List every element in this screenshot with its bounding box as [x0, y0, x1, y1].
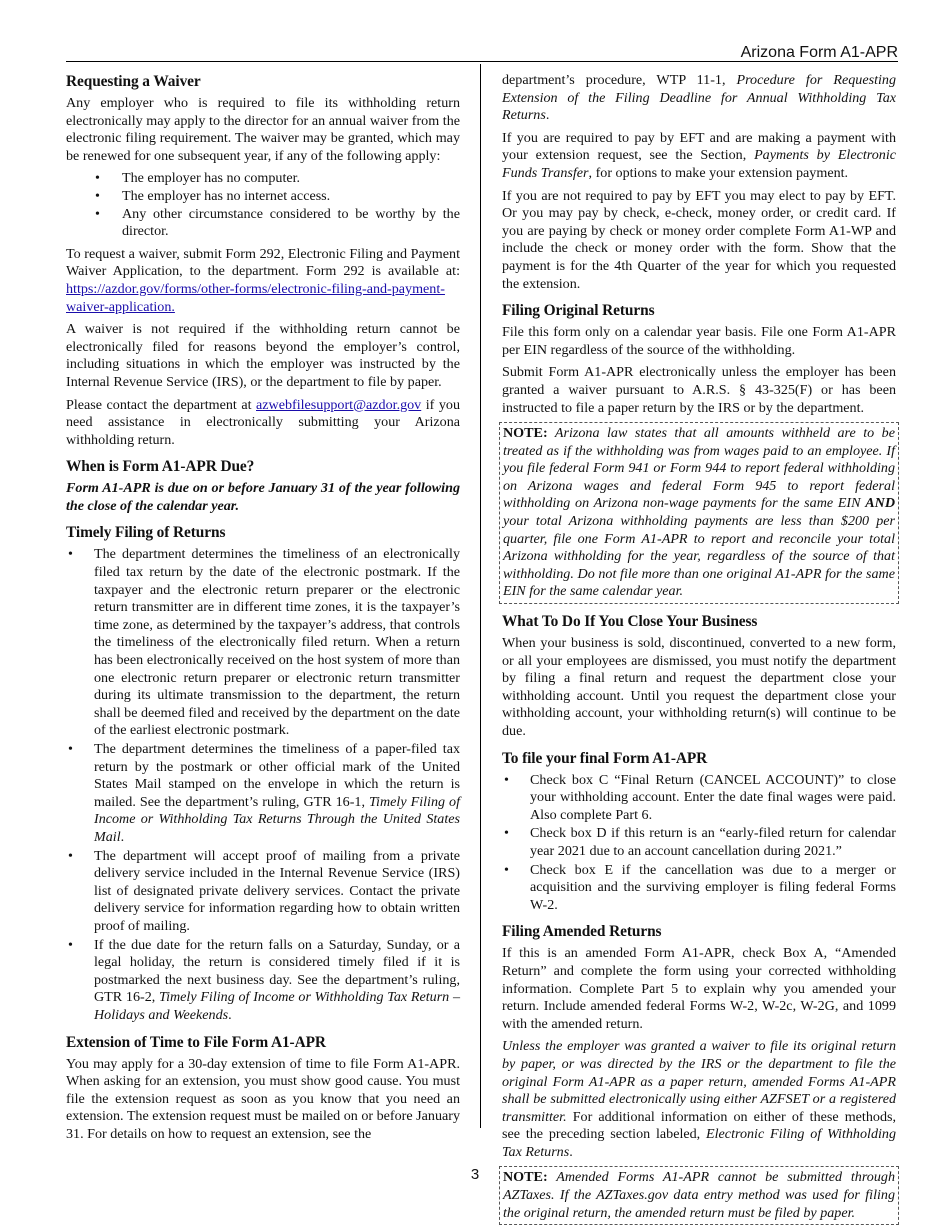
support-email-link[interactable]: azwebfilesupport@azdor.gov	[256, 396, 422, 413]
amended-p2-italic: Unless the employer was granted a waiver to file its original return by paper, or was directed by the IRS or the department to file the original Form A1-APR as a paper return, amended Forms A1-APR shall be submitted electronically using either AZFSET or a registered transmitter.	[502, 1038, 896, 1125]
extension-text: You may apply for a 30-day extension of time to file Form A1-APR. When asking for an extension, you must show good cause. You must file the extension request as soon as you know that you need an extension. The extension request must be mailed on or before January 31. For details on how to request an extension, see the	[66, 1055, 460, 1142]
note-text-end: your total Arizona withholding payments are less than $200 per quarter, file one Form A1-APR to report and reconcile your total Arizona withholding for the year, regardless of the source of that withholding. Do not file more than one original A1-APR for the same EIN for the same calendar year.	[503, 513, 895, 600]
note-box-withholding	[499, 422, 899, 604]
contact-text-end: if you need assistance in electronically submitting your Arizona withholding return.	[66, 396, 460, 448]
note-label: NOTE:	[503, 425, 548, 442]
period: .	[569, 1143, 573, 1160]
list-item: • The department determines the timeliness of an electronically filed tax return by the date of the electronic postmark. If the taxpayer and the electronic return preparer or the electronic return transmitter are in different time zones, it is the taxpayer’s time zone, as determined by the taxpayer’s address, that controls the timeliness of the electronically filed return. When a return has been electronically received on the host system of more than one electronic return preparer or electronic return transmitter during its ultimate transmission to the department, the return shall be deemed filed and received by the department on the date of the earliest electronic postmark.	[66, 546, 460, 740]
list-item: • Any other circumstance considered to be worthy by the director.	[66, 206, 460, 241]
list-item	[66, 741, 460, 847]
page-number: 3	[470, 1166, 480, 1183]
gtr-16-1-title: Timely Filing of Income or Withholding Tax Returns Through the United States Mail	[94, 793, 460, 845]
close-heading: What To Do If You Close Your Business	[502, 613, 758, 631]
period: .	[228, 1006, 232, 1023]
ext-cont-text: department’s procedure, WTP 11-1,	[502, 72, 737, 88]
original-p2: Submit Form A1-APR electronically unless the employer has been granted a waiver pursuant to A.R.S. § 43-325(F) or has been instructed to file a paper return by the IRS or by the department.	[502, 364, 896, 416]
eft-section-title: Payments by Electronic Funds Transfer	[502, 147, 896, 181]
timely-b2-text: The department determines the timeliness of a paper-filed tax return by the postmark or other official mark of the United States Mail stamped on the envelope in which the return is mailed. See the department’s ruling, GTR 16-1,	[94, 741, 460, 810]
note-text: Arizona law states that all amounts withheld are to be treated as if the withholding was from wages paid to an employee. If you file federal Form 941 or Form 944 to report federal withholding on Arizona wages and federal Form 945 to report federal withholding on Arizona non-wage payments for the same EIN	[503, 425, 895, 512]
left-column	[66, 72, 460, 1148]
extension-continued	[502, 72, 896, 125]
waiver-not-required: A waiver is not required if the withholding return cannot be electronically filed for reasons beyond the employer’s control, including situations in which the employer was instructed by the Internal Revenue Service (IRS), or the department to file by paper.	[66, 321, 460, 390]
note-label: NOTE:	[503, 1169, 548, 1186]
right-column	[502, 72, 896, 1230]
contact-text: Please contact the department at	[66, 396, 257, 413]
waiver-heading: Requesting a Waiver	[66, 73, 201, 90]
list-item	[66, 937, 460, 1025]
form-292-link[interactable]: https://azdor.gov/forms/other-forms/electronic-filing-and-payment-waiver-application.	[66, 280, 445, 315]
timely-heading: Timely Filing of Returns	[66, 524, 226, 542]
original-heading: Filing Original Returns	[502, 302, 655, 320]
period: .	[120, 828, 125, 845]
list-item: • Check box E if the cancellation was due to a merger or acquisition and the surviving employer is filing federal Forms W-2.	[502, 862, 896, 915]
due-heading: When is Form A1-APR Due?	[66, 458, 255, 476]
efile-section-title: Electronic Filing of Withholding Tax Returns	[502, 1126, 896, 1160]
contact-paragraph	[66, 397, 460, 450]
amended-p2	[502, 1038, 896, 1161]
final-heading: To file your final Form A1-APR	[502, 749, 708, 767]
note-and: AND	[865, 495, 895, 512]
waiver-conditions-list	[66, 170, 460, 240]
amended-p2-text: For additional information on either of these methods, see the preceding section labeled,	[502, 1108, 896, 1143]
list-item: • The employer has no computer.	[66, 170, 460, 188]
final-list	[502, 772, 896, 915]
list-item: • The employer has no internet access.	[66, 188, 460, 206]
note-text: Amended Forms A1-APR cannot be submitted through AZTaxes. If the AZTaxes.gov data entry method was used for filing the original return, the amended return must be filed by paper.	[503, 1169, 895, 1221]
page-header: Arizona Form A1-APR	[740, 44, 898, 61]
eft-paragraph	[502, 130, 896, 183]
timely-b4-text: If the due date for the return falls on a Saturday, Sunday, or a legal holiday, the return is considered timely filed if it is postmarked the next business day. See the department’s ruling, GTR 16-2,	[94, 936, 460, 1006]
extension-heading: Extension of Time to File Form A1-APR	[66, 1033, 326, 1051]
amended-heading: Filing Amended Returns	[502, 923, 662, 941]
due-text: Form A1-APR is due on or before January 31 of the year following the close of the calendar year.	[66, 480, 460, 514]
eft-text: If you are required to pay by EFT and are making a payment with your extension request, see the Section,	[502, 129, 896, 164]
close-text: When your business is sold, discontinued, converted to a new form, or all your employees are dismissed, you must notify the department by filing a final return and request the department close your withholding account. Until you request the department close your withholding account, your withholding return(s) will continue to be due.	[502, 635, 896, 739]
wtp-11-1-title: Procedure for Requesting Extension of the Filing Deadline for Annual Withholding Tax Returns	[502, 72, 896, 124]
waiver-request-text: To request a waiver, submit Form 292, Electronic Filing and Payment Waiver Application, to the department. Form 292 is available at:	[66, 245, 460, 280]
non-eft-paragraph: If you are not required to pay by EFT you may elect to pay by EFT. Or you may pay by check, e-check, money order, or credit card. If you are paying by check or money order complete Form A1-WP and include the check or money order with the form. Show that the payment is for the 4th Quarter of the year for which you requested the extension.	[502, 187, 896, 292]
list-item: • The department will accept proof of mailing from a private delivery service included in the Internal Revenue Service (IRS) list of designated private delivery services. Contact the private delivery service for information regarding how to obtain written proof of mailing.	[66, 848, 460, 936]
period: .	[545, 107, 550, 124]
timely-list	[66, 546, 460, 1024]
waiver-request-paragraph	[66, 246, 460, 316]
eft-text-end: , for options to make your extension payment.	[588, 164, 849, 181]
amended-p1: If this is an amended Form A1-APR, check Box A, “Amended Return” and complete the form using your corrected withholding information. Complete Part 5 to explain why you amended your return. Include amended federal Forms W-2, W-2c, W-2G, and 1099 with the amended return.	[502, 945, 896, 1032]
original-p1: File this form only on a calendar year basis. File one Form A1-APR per EIN regardless of the source of the withholding.	[502, 324, 896, 358]
waiver-intro: Any employer who is required to file its withholding return electronically may apply to the director for an annual waiver from the electronic filing requirement. The waiver may be granted, which may be renewed for one subsequent year, if any of the following apply:	[66, 95, 460, 164]
header-rule	[66, 61, 898, 62]
list-item: • Check box C “Final Return (CANCEL ACCOUNT)” to close your withholding account. Enter the date final wages were paid. Also complete Part 6.	[502, 772, 896, 825]
list-item: • Check box D if this return is an “early-filed return for calendar year 2021 due to an account cancellation during 2021.”	[502, 825, 896, 860]
column-divider	[480, 64, 481, 1128]
gtr-16-2-title: Timely Filing of Income or Withholding Tax Return – Holidays and Weekends	[94, 989, 460, 1023]
